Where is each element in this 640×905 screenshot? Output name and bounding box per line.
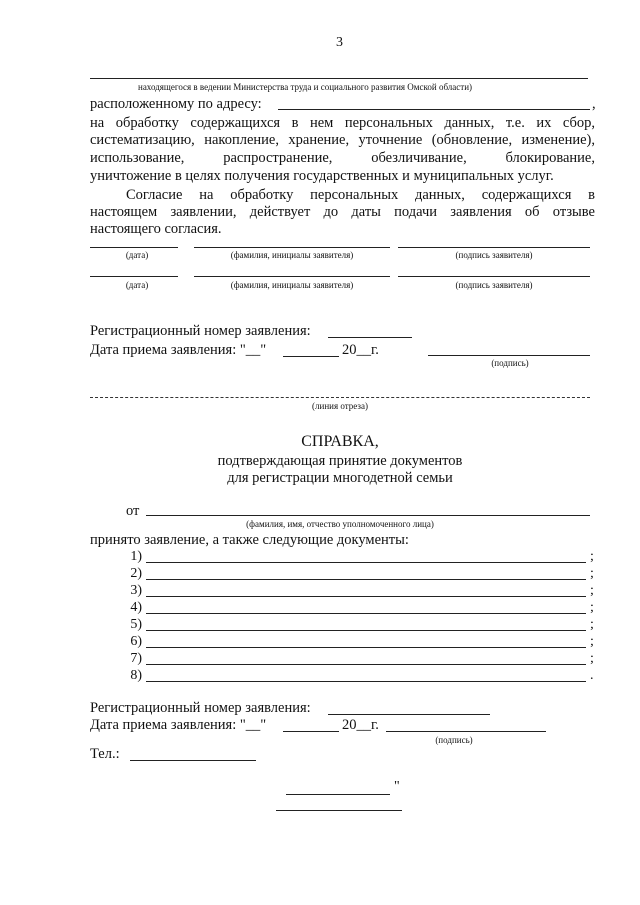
address-field[interactable] <box>278 109 590 110</box>
signature-field[interactable] <box>428 355 590 356</box>
document-field[interactable] <box>146 613 586 614</box>
item-end: ; <box>590 583 594 598</box>
date-received-label: Дата приема заявления: "__" <box>90 342 267 358</box>
signature-caption: (подпись) <box>491 358 529 368</box>
document-field[interactable] <box>146 562 586 563</box>
item-end: . <box>590 668 594 683</box>
item-end: ; <box>590 651 594 666</box>
certificate-subtitle: подтверждающая принятие документов <box>217 453 463 469</box>
from-label: от <box>126 503 140 519</box>
month-field[interactable] <box>283 731 339 732</box>
date-received-label: Дата приема заявления: "__" <box>90 717 267 733</box>
item-end: ; <box>590 600 594 615</box>
accepted-text: принято заявление, а также следующие документы: <box>90 532 409 548</box>
from-caption: (фамилия, имя, отчество уполномоченного лица) <box>246 519 434 529</box>
signature-field[interactable] <box>386 731 546 732</box>
month-field[interactable] <box>283 356 339 357</box>
date-field[interactable] <box>90 276 178 277</box>
signature-caption: (подпись) <box>435 735 473 745</box>
document-field[interactable] <box>146 647 586 648</box>
name-caption: (фамилия, инициалы заявителя) <box>230 280 354 290</box>
name-caption: (фамилия, инициалы заявителя) <box>230 250 354 260</box>
list-item-number: 4) <box>130 600 142 615</box>
name-field[interactable] <box>194 247 390 248</box>
footer-line <box>276 810 402 811</box>
validity-line: настоящем заявлении, действует до даты подачи заявления об отзыве <box>90 204 595 220</box>
reg-number-label: Регистрационный номер заявления: <box>90 323 311 339</box>
phone-label: Тел.: <box>90 746 120 762</box>
list-item-number: 7) <box>130 651 142 666</box>
signature-field[interactable] <box>398 247 590 248</box>
year-label: 20__г. <box>342 342 379 358</box>
list-item-number: 5) <box>130 617 142 632</box>
year-label: 20__г. <box>342 717 379 733</box>
certificate-title: СПРАВКА, <box>301 433 379 450</box>
consent-line: систематизацию, накопление, хранение, уточнение (обновление, изменение), <box>90 132 595 148</box>
item-end: ; <box>590 549 594 564</box>
list-item-number: 3) <box>130 583 142 598</box>
footer-quote-mark: " <box>394 779 400 794</box>
consent-line-last: уничтожение в целях получения государственных и муниципальных услуг. <box>90 168 554 184</box>
date-caption: (дата) <box>125 280 149 290</box>
phone-field[interactable] <box>130 760 256 761</box>
address-end: , <box>592 96 596 112</box>
consent-line: использование, распространение, обезличивание, блокирование, <box>90 150 595 166</box>
document-field[interactable] <box>146 579 586 580</box>
certificate-subtitle: для регистрации многодетной семьи <box>227 470 453 486</box>
from-field[interactable] <box>146 515 590 516</box>
document-field[interactable] <box>146 681 586 682</box>
validity-line: Согласие на обработку персональных данных, содержащихся в <box>126 187 595 203</box>
reg-number-field[interactable] <box>328 714 490 715</box>
page-number: 3 <box>336 35 343 50</box>
signature-field[interactable] <box>398 276 590 277</box>
cut-line <box>90 397 590 398</box>
list-item-number: 6) <box>130 634 142 649</box>
document-field[interactable] <box>146 596 586 597</box>
item-end: ; <box>590 634 594 649</box>
reg-number-label: Регистрационный номер заявления: <box>90 700 311 716</box>
validity-line-last: настоящего согласия. <box>90 221 222 237</box>
organization-line <box>90 78 588 79</box>
consent-line: на обработку содержащихся в нем персональных данных, т.е. их сбор, <box>90 115 595 131</box>
list-item-number: 2) <box>130 566 142 581</box>
item-end: ; <box>590 617 594 632</box>
footer-line <box>286 794 390 795</box>
document-field[interactable] <box>146 630 586 631</box>
signature-caption: (подпись заявителя) <box>455 280 533 290</box>
reg-number-field[interactable] <box>328 337 412 338</box>
address-label: расположенному по адресу: <box>90 96 262 112</box>
cut-line-caption: (линия отреза) <box>312 401 368 411</box>
signature-caption: (подпись заявителя) <box>455 250 533 260</box>
date-field[interactable] <box>90 247 178 248</box>
date-caption: (дата) <box>125 250 149 260</box>
document-field[interactable] <box>146 664 586 665</box>
list-item-number: 8) <box>130 668 142 683</box>
organization-caption: находящегося в ведении Министерства труда и социального развития Омской области) <box>138 82 473 92</box>
item-end: ; <box>590 566 594 581</box>
list-item-number: 1) <box>130 549 142 564</box>
name-field[interactable] <box>194 276 390 277</box>
